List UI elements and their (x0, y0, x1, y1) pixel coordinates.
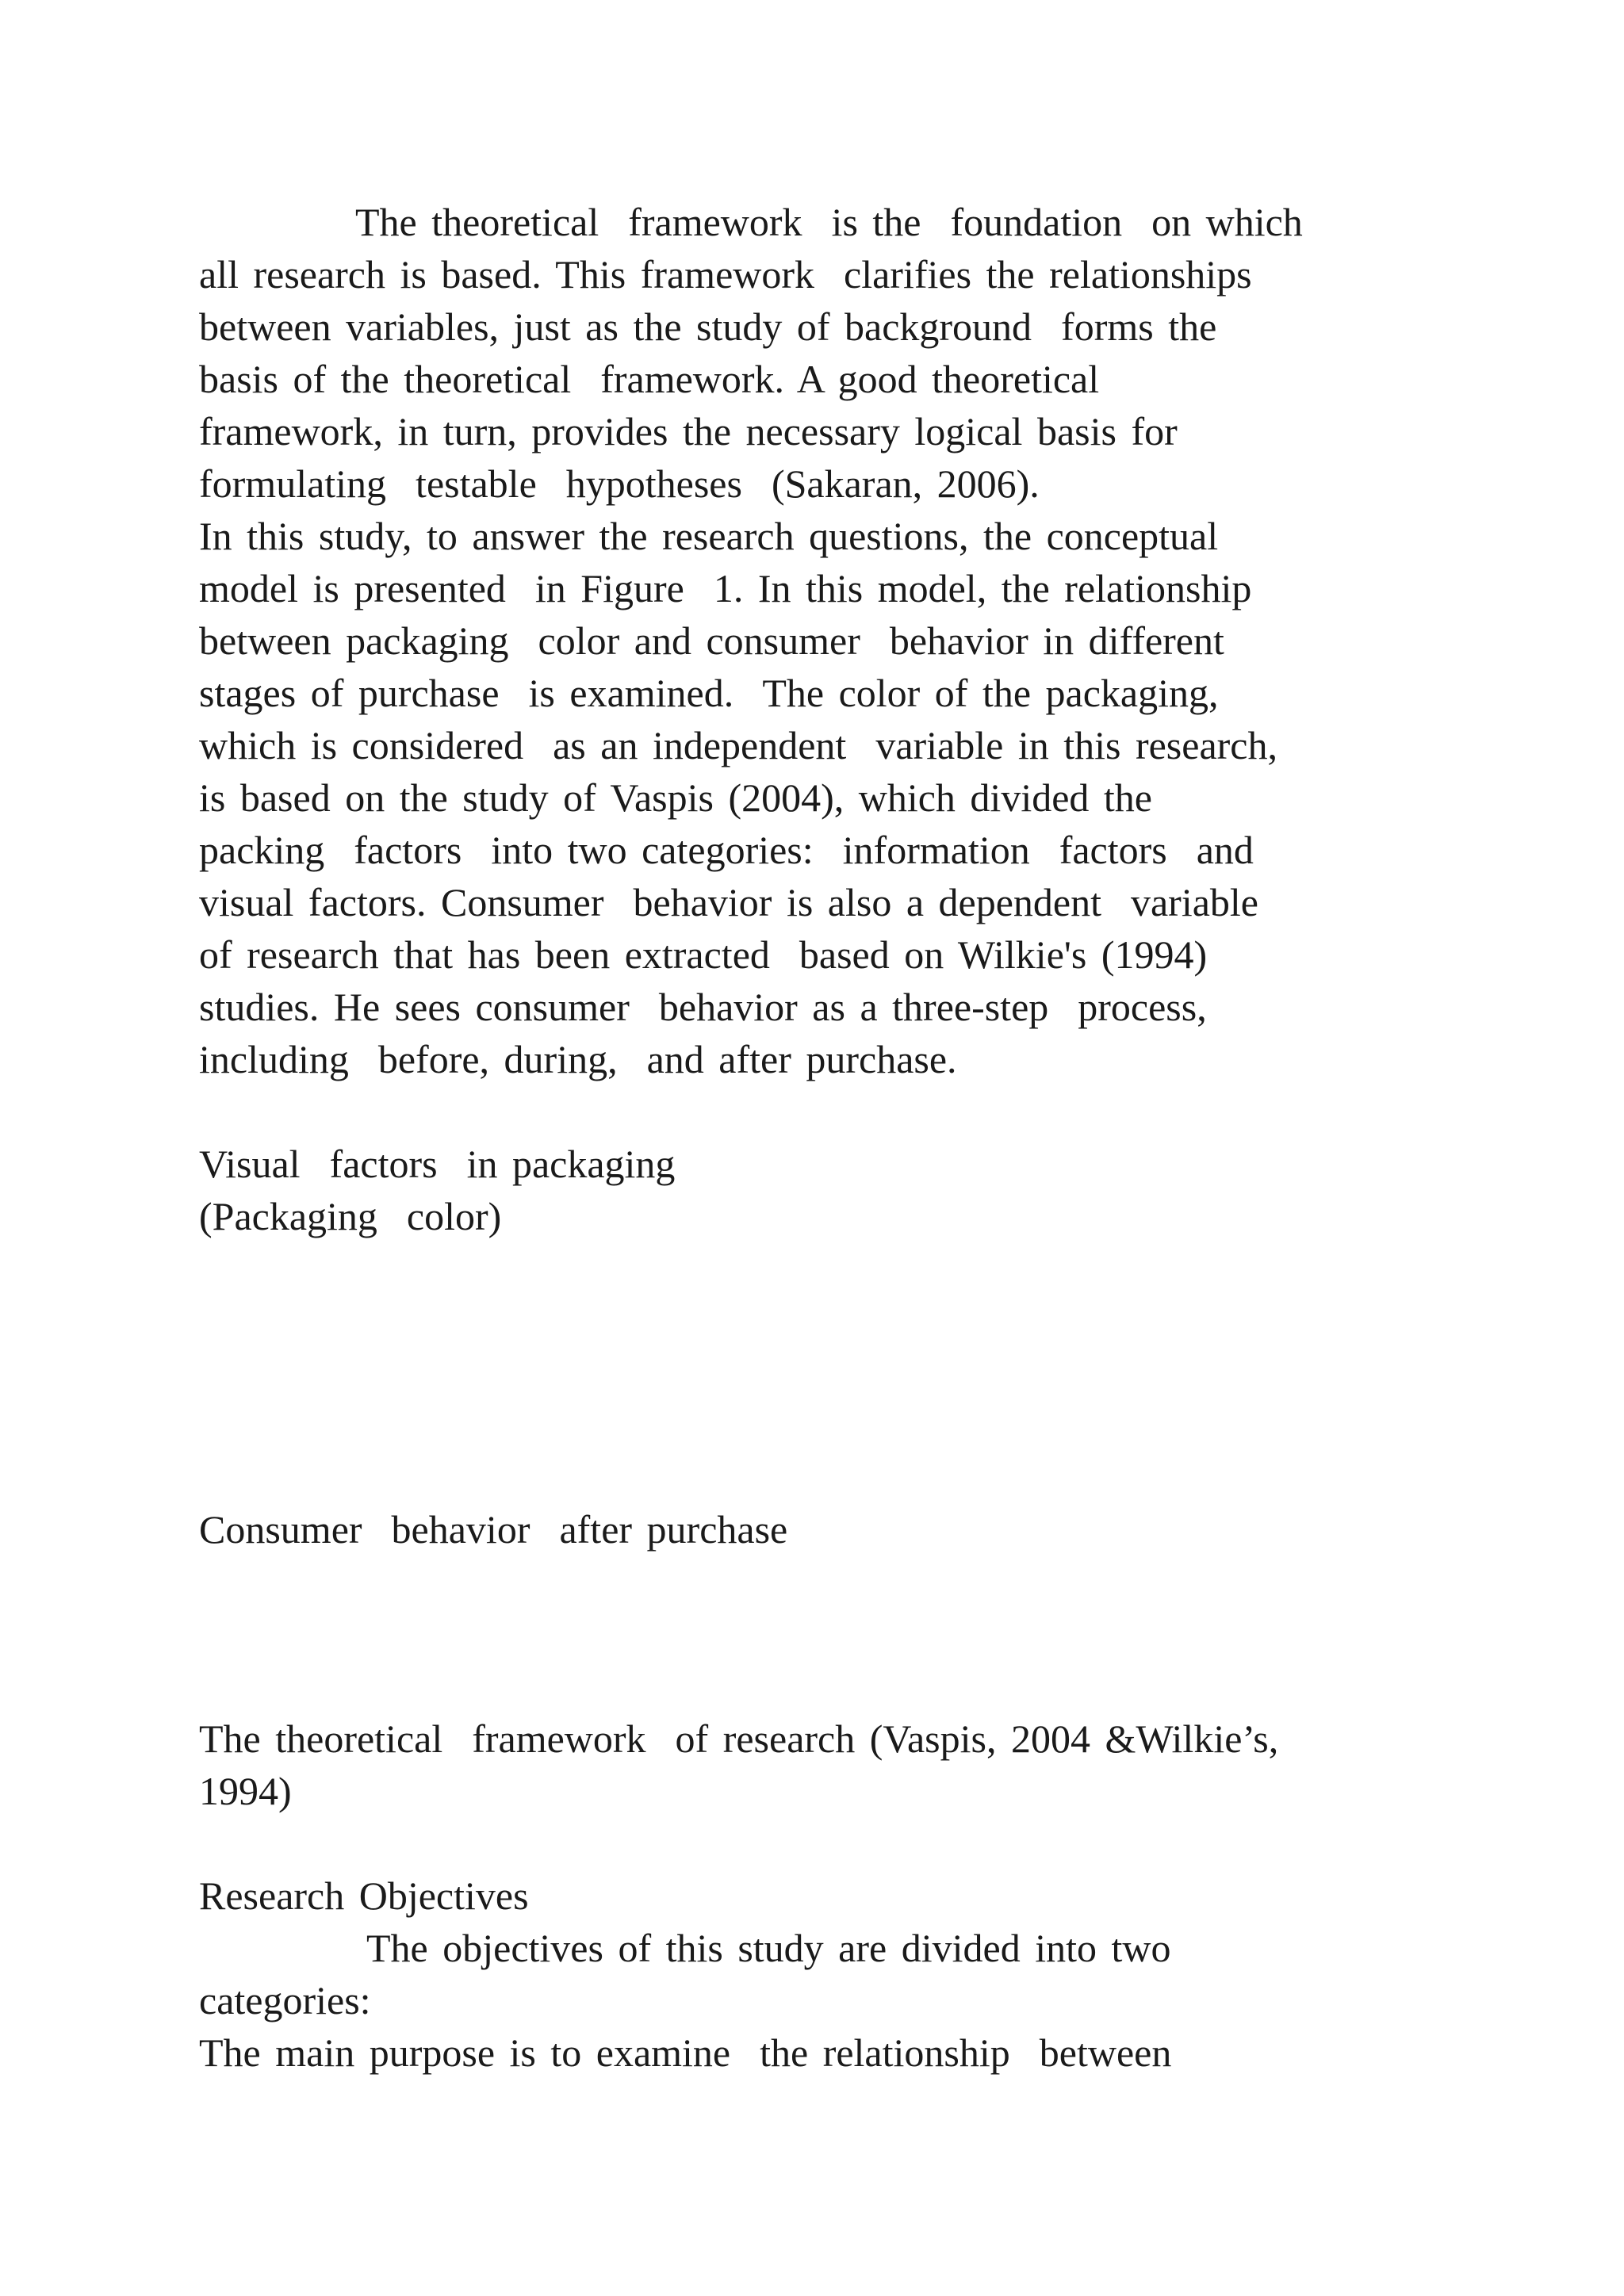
paragraph-line: of research that has been extracted based on Wilkie's (1994) (199, 932, 1208, 977)
paragraph-line: including before, during, and after purchase. (199, 1037, 957, 1081)
section-heading: Research Objectives (199, 1873, 529, 1918)
paragraph-line: The objectives of this study are divided into two (366, 1926, 1171, 1970)
paragraph-line: The theoretical framework is the foundation on which (355, 200, 1303, 244)
figure-dependent-label: Consumer behavior after purchase (199, 1507, 788, 1552)
paragraph-line: categories: (199, 1978, 371, 2022)
figure-independent-label: (Packaging color) (199, 1194, 502, 1238)
figure-independent-label: Visual factors in packaging (199, 1142, 676, 1186)
paragraph-line: studies. He sees consumer behavior as a three-step process, (199, 985, 1207, 1029)
paragraph-line: all research is based. This framework clarifies the relationships (199, 252, 1252, 297)
paragraph-line: between packaging color and consumer behavior in different (199, 618, 1224, 663)
paragraph-line: basis of the theoretical framework. A good theoretical (199, 357, 1100, 401)
paragraph-line: stages of purchase is examined. The color of the packaging, (199, 671, 1219, 715)
paragraph-line: which is considered as an independent variable in this research, (199, 723, 1277, 767)
paragraph-line: visual factors. Consumer behavior is also a dependent variable (199, 880, 1259, 924)
paragraph-line: is based on the study of Vaspis (2004), which divided the (199, 775, 1152, 820)
paragraph-line: between variables, just as the study of background forms the (199, 304, 1217, 349)
paragraph-line: In this study, to answer the research questions, the conceptual (199, 514, 1219, 558)
paragraph-line: The main purpose is to examine the relationship between (199, 2030, 1172, 2075)
paragraph-line: formulating testable hypotheses (Sakaran, 2006). (199, 461, 1040, 506)
figure-caption: 1994) (199, 1769, 292, 1813)
figure-caption: The theoretical framework of research (Vaspis, 2004 &Wilkie’s, (199, 1716, 1279, 1761)
paragraph-line: model is presented in Figure 1. In this model, the relationship (199, 566, 1252, 610)
paragraph-line: framework, in turn, provides the necessary logical basis for (199, 409, 1178, 453)
paragraph-line: packing factors into two categories: information factors and (199, 828, 1254, 872)
